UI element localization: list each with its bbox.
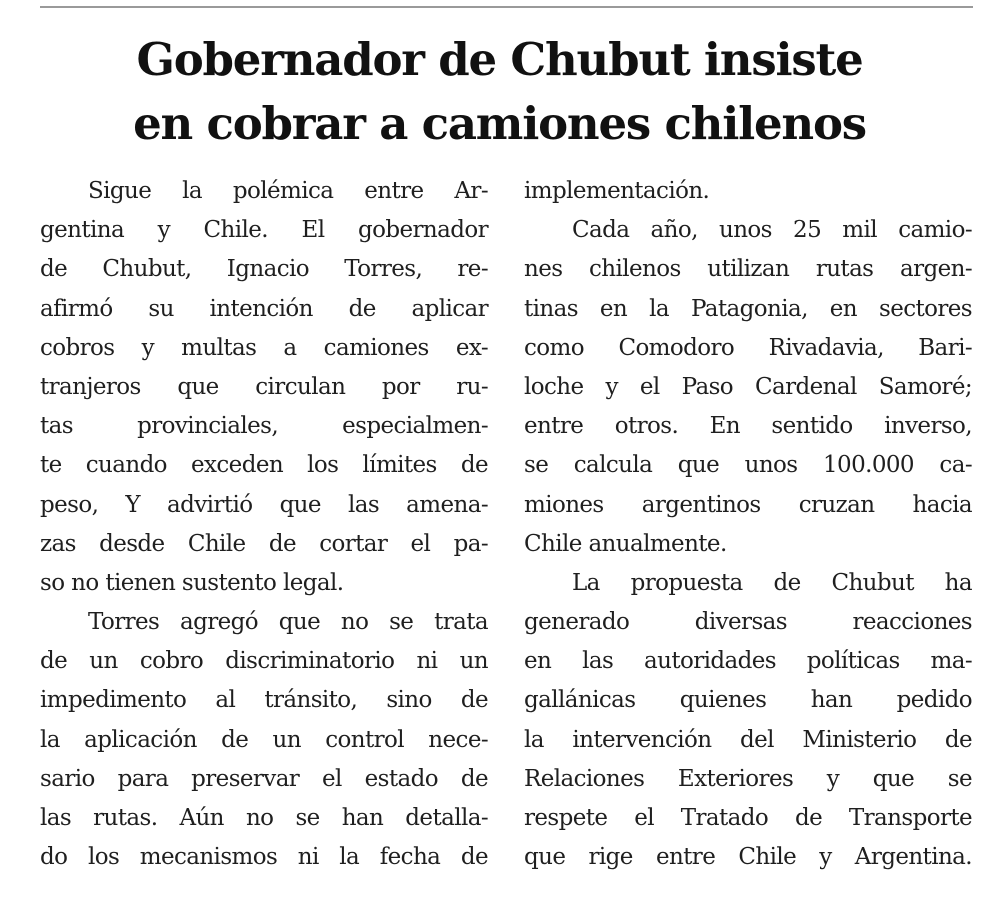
headline-line-1: Gobernador de Chubut insiste (136, 33, 863, 86)
body-text-line: generado diversas reacciones (524, 609, 972, 636)
body-text-line: Chile anualmente. (524, 530, 727, 557)
body-text-line: las rutas. Aún no se han detalla- (40, 805, 488, 831)
body-text-line: se calcula que unos 100.000 ca- (524, 452, 972, 479)
body-text-line: Torres agregó que no se trata (88, 609, 488, 636)
body-text-line: la intervención del Ministerio de (524, 726, 972, 753)
body-text-line: que rige entre Chile y Argentina. (524, 844, 972, 871)
body-text-line: peso, Y advirtió que las amena- (40, 491, 488, 518)
body-text-line: te cuando exceden los límites de (40, 452, 488, 479)
body-text-line: como Comodoro Rivadavia, Bari- (524, 334, 972, 361)
body-text-line: Cada año, unos 25 mil camio- (572, 217, 972, 244)
headline-line-2: en cobrar a camiones chilenos (133, 97, 866, 150)
body-text-line: Sigue la polémica entre Ar- (88, 178, 488, 204)
body-text-line: implementación. (524, 178, 710, 204)
body-text-line: gentina y Chile. El gobernador (40, 217, 488, 244)
body-text-line: tas provinciales, especialmen- (40, 413, 488, 440)
body-text-line: entre otros. En sentido inverso, (524, 413, 972, 440)
body-text-line: gallánicas quienes han pedido (524, 687, 972, 714)
body-text-line: impedimento al tránsito, sino de (40, 687, 488, 714)
body-text-line: de un cobro discriminatorio ni un (40, 648, 488, 675)
top-divider-rule (40, 6, 973, 8)
body-text-line: La propuesta de Chubut ha (572, 569, 972, 596)
article-headline (0, 28, 999, 156)
body-text-line: cobros y multas a camiones ex- (40, 334, 488, 361)
body-text-line: respete el Tratado de Transporte (524, 805, 972, 831)
body-text-line: la aplicación de un control nece- (40, 726, 488, 753)
body-text-line: afirmó su intención de aplicar (40, 295, 488, 322)
body-text-line: nes chilenos utilizan rutas argen- (524, 256, 972, 283)
body-text-line: sario para preservar el estado de (40, 765, 488, 792)
body-text-line: tranjeros que circulan por ru- (40, 373, 488, 400)
body-text-line: de Chubut, Ignacio Torres, re- (40, 256, 488, 283)
body-text-line: miones argentinos cruzan hacia (524, 491, 972, 518)
body-text-line: zas desde Chile de cortar el pa- (40, 530, 488, 557)
body-text-line: en las autoridades políticas ma- (524, 648, 972, 675)
body-text-line: Relaciones Exteriores y que se (524, 765, 972, 792)
body-text-line: so no tienen sustento legal. (40, 569, 344, 596)
article-column-right (524, 172, 972, 877)
body-text-line: loche y el Paso Cardenal Samoré; (524, 373, 972, 400)
body-text-line: do los mecanismos ni la fecha de (40, 844, 488, 871)
article-column-left (40, 172, 488, 877)
body-text-line: tinas en la Patagonia, en sectores (524, 295, 972, 322)
